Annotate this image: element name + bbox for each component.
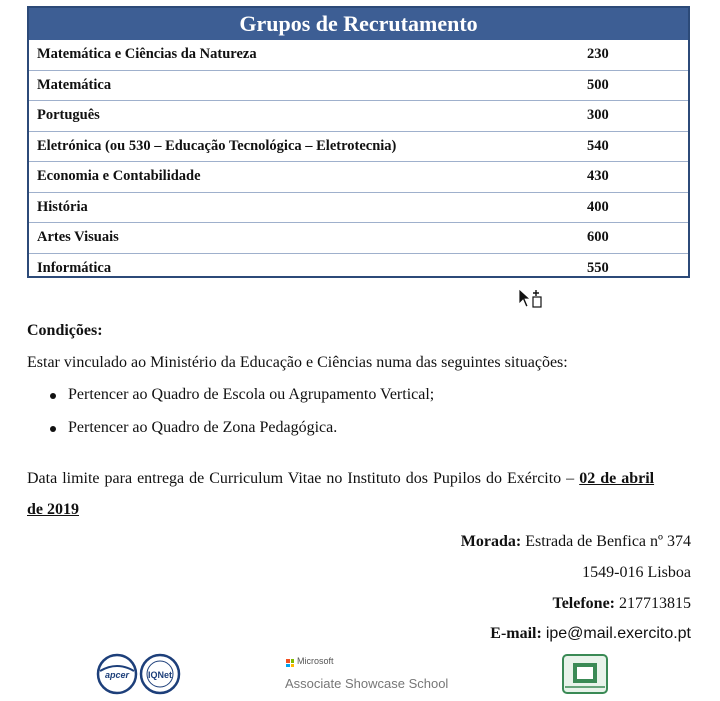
iqnet-logo-icon xyxy=(139,653,181,695)
group-code: 300 xyxy=(587,107,609,123)
table-row xyxy=(29,254,688,284)
postal-code: 1549-016 Lisboa xyxy=(582,564,691,581)
group-code: 230 xyxy=(587,46,609,62)
iqnet-text: IQNet xyxy=(147,670,173,680)
phone-label: Telefone: xyxy=(552,595,615,612)
showcase-school-text: Associate Showcase School xyxy=(285,676,449,691)
recruitment-groups-table xyxy=(27,6,690,278)
conditions-intro: Estar vinculado ao Ministério da Educação e Ciências numa das seguintes situações: xyxy=(27,354,568,371)
table-body xyxy=(29,40,688,283)
microsoft-logo-icon xyxy=(286,659,294,667)
table-row xyxy=(29,162,688,193)
microsoft-text: Microsoft xyxy=(297,656,334,666)
conditions-heading: Condições: xyxy=(27,322,103,339)
table-row xyxy=(29,101,688,132)
deadline-text: Data limite para entrega de Curriculum Vitae no Instituto dos Pupilos do Exército – xyxy=(27,470,575,487)
deadline-date-part1: 02 de abril xyxy=(579,470,655,487)
table-row xyxy=(29,193,688,224)
group-name: Matemática e Ciências da Natureza xyxy=(37,46,257,62)
group-name: Informática xyxy=(37,259,112,276)
table-row xyxy=(29,40,688,71)
group-name: História xyxy=(37,198,88,215)
group-code: 550 xyxy=(587,259,609,276)
footer-logos xyxy=(0,645,720,701)
group-name: Matemática xyxy=(37,76,112,93)
group-name: Português xyxy=(37,107,100,123)
apcer-logo-icon xyxy=(96,653,138,695)
group-code: 600 xyxy=(587,229,609,245)
list-item: Pertencer ao Quadro de Zona Pedagógica. xyxy=(68,419,338,436)
address-value: Estrada de Benfica nº 374 xyxy=(525,533,691,550)
deadline-line xyxy=(27,470,654,488)
table-row xyxy=(29,132,688,163)
group-name: Artes Visuais xyxy=(37,229,119,245)
group-code: 500 xyxy=(587,76,609,93)
group-code: 540 xyxy=(587,137,609,154)
apcer-text: apcer xyxy=(104,670,130,680)
mouse-cursor-icon xyxy=(517,288,543,310)
email-value: ipe@mail.exercito.pt xyxy=(545,625,691,642)
email-line xyxy=(490,625,691,643)
group-name: Economia e Contabilidade xyxy=(37,168,201,184)
deadline-date-part2: de 2019 xyxy=(27,501,79,518)
group-code: 430 xyxy=(587,168,609,184)
phone-value: 217713815 xyxy=(619,595,691,612)
bullet-icon xyxy=(50,426,56,432)
email-label: E-mail: xyxy=(490,625,542,642)
school-crest-icon xyxy=(561,653,609,695)
table-row xyxy=(29,71,688,102)
table-title: Grupos de Recrutamento xyxy=(29,8,688,40)
address-label: Morada: xyxy=(460,533,522,550)
address-line xyxy=(461,533,691,551)
table-row xyxy=(29,223,688,254)
list-item: Pertencer ao Quadro de Escola ou Agrupamento Vertical; xyxy=(68,386,435,403)
group-name: Eletrónica (ou 530 – Educação Tecnológica – Eletrotecnia) xyxy=(37,137,397,154)
group-code: 400 xyxy=(587,198,609,215)
bullet-icon xyxy=(50,393,56,399)
phone-line xyxy=(552,595,691,613)
